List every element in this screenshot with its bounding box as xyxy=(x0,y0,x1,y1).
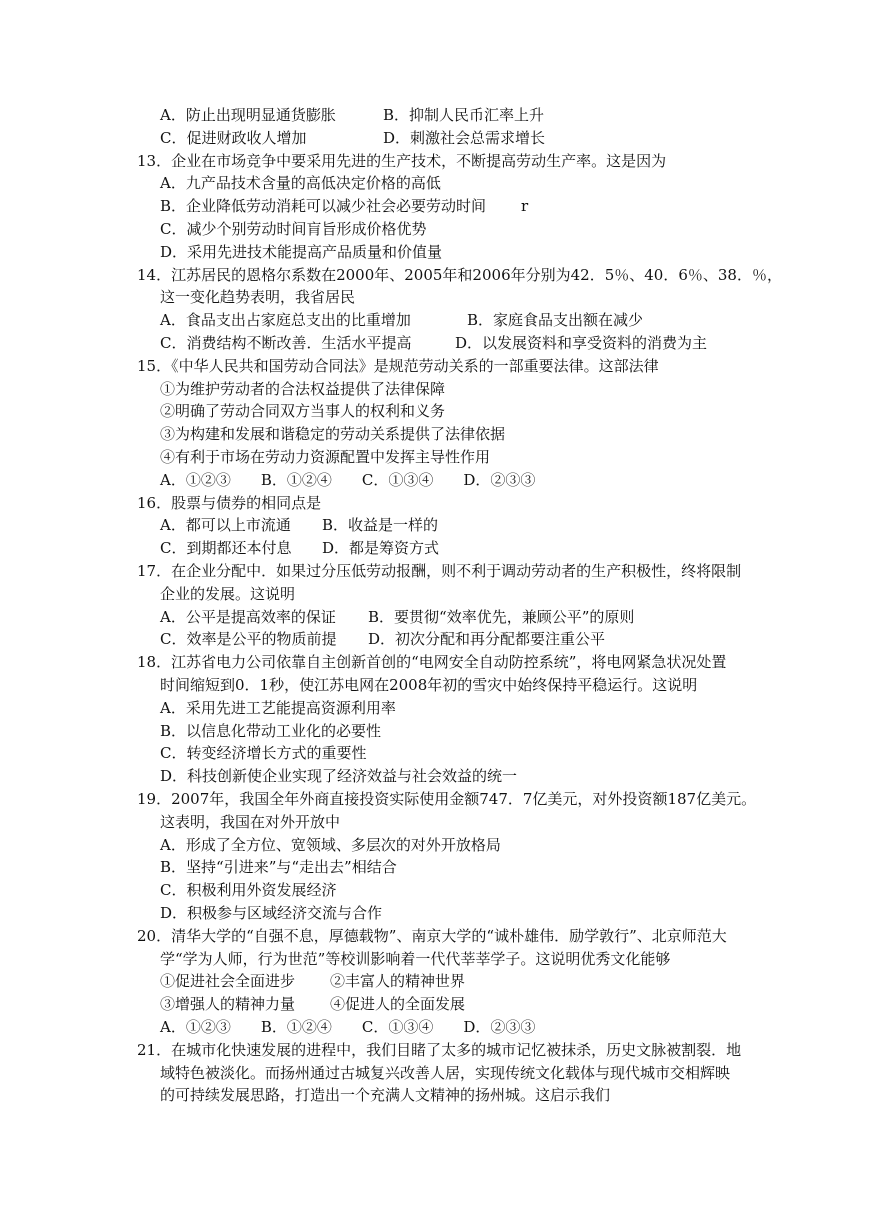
text-line: 19．2007年，我国全年外商直接投资实际使用金额747．7亿美元，对外投资额187亿美元。 xyxy=(137,790,757,808)
text-line: 企业的发展。这说明 xyxy=(160,584,296,603)
text-line-col2: D．初次分配和再分配都要注重公平 xyxy=(368,630,606,649)
text-line-col2: B．抑制人民币汇率上升 xyxy=(383,106,545,124)
text-line: 这一变化趋势表明，我省居民 xyxy=(160,288,356,307)
text-line: D．科技创新使企业实现了经济效益与社会效益的统一 xyxy=(160,767,518,786)
text-line: 这表明，我国在对外开放中 xyxy=(160,812,341,831)
text-line: 13．企业在市场竞争中要采用先进的生产技术，不断提高劳动生产率。这是因为 xyxy=(137,151,667,170)
text-line: A．采用先进工艺能提高资源利用率 xyxy=(160,698,396,717)
text-line-col2: r xyxy=(521,197,529,216)
text-line: A．都可以上市流通 xyxy=(160,516,291,535)
text-line-col2: B．收益是一样的 xyxy=(322,516,439,535)
text-line-col2: ②丰富人的精神世界 xyxy=(330,972,466,991)
text-line: C．减少个别劳动时间肓旨形成价格优势 xyxy=(160,220,427,238)
text-line-col2: D．以发展资料和享受资料的消费为主 xyxy=(455,334,708,352)
text-line: D．采用先进技术能提高产品质量和价值量 xyxy=(160,242,443,261)
text-line: 学“学为人师，行为世范”等校训影响着一代代莘莘学子。这说明优秀文化能够 xyxy=(160,949,671,968)
text-line: C．到期都还本付息 xyxy=(160,539,292,558)
text-line-col2: D．刺激社会总需求增长 xyxy=(383,128,546,147)
text-line: D．积极参与区域经济交流与合作 xyxy=(160,904,383,922)
text-line: 的可持续发展思路，打造出一个充满人文精神的扬州城。这启示我们 xyxy=(160,1086,611,1105)
text-line: C．转变经济增长方式的重要性 xyxy=(160,744,367,763)
text-line: B．以信息化带动工业化的必要性 xyxy=(160,721,382,740)
text-line-col2: B．要贯彻“效率优先，兼顾公平”的原则 xyxy=(368,607,635,626)
text-line: A．九产品技术含量的高低决定价格的高低 xyxy=(160,174,441,193)
text-line-col2: B．家庭食品支出额在减少 xyxy=(467,311,644,330)
text-line: 18．江苏省电力公司依靠自主创新首创的“电网安全自动防控系统”，将电网紧急状况处置 xyxy=(137,653,727,672)
text-line: C．效率是公平的物质前提 xyxy=(160,630,337,649)
text-line: 16．股票与债券的相同点是 xyxy=(137,493,322,512)
text-line: ④有利于市场在劳动力资源配置中发挥主导性作用 xyxy=(160,448,491,466)
text-line: 20．清华大学的“自强不息，厚德载物”、南京大学的“诚朴雄伟．励学敦行”、北京师范大 xyxy=(137,926,727,945)
text-line: 域特色被淡化。而扬州通过古城复兴改善人居，实现传统文化载体与现代城市交相辉映 xyxy=(160,1063,731,1082)
text-line: 15．《中华人民共和国劳动合同法》是规范劳动关系的一部重要法律。这部法律 xyxy=(137,356,659,375)
text-line: A．形成了全方位、宽领域、多层次的对外开放格局 xyxy=(160,835,501,854)
text-line: 14．江苏居民的恩格尔系数在2000年、2005年和2006年分别为42．5％、40．6％、38．％， xyxy=(137,265,782,284)
text-line: 21．在城市化快速发展的进程中，我们目睹了太多的城市记忆被抹杀，历史文脉被割裂．地 xyxy=(137,1040,742,1059)
text-line: ①促进社会全面进步 xyxy=(160,972,296,991)
text-line-col2: D．都是筹资方式 xyxy=(322,539,440,558)
text-line: B．坚持“引进来”与“走出去”相结合 xyxy=(160,858,397,877)
text-line: C．促进财政收人增加 xyxy=(160,128,307,147)
text-line: B．企业降低劳动消耗可以减少社会必要劳动时间 xyxy=(160,197,487,216)
text-line: ①为维护劳动者的合法权益提供了法律保障 xyxy=(160,379,446,398)
text-line: A．公平是提高效率的保证 xyxy=(160,607,336,626)
text-line: ③增强人的精神力量 xyxy=(160,995,296,1014)
text-line: ②明确了劳动合同双方当事人的权利和义务 xyxy=(160,402,446,421)
text-line: A．防止出现明显通货膨胀 xyxy=(160,106,336,124)
text-line-col2: ④促进人的全面发展 xyxy=(330,995,466,1014)
text-line: ③为构建和发展和谐稳定的劳动关系提供了法律依据 xyxy=(160,425,506,444)
text-line: 时间缩短到0．1秒，使江苏电网在2008年初的雪灾中始终保持平稳运行。这说明 xyxy=(160,676,698,694)
text-line: A．食品支出占家庭总支出的比重增加 xyxy=(160,311,411,330)
text-line: 17．在企业分配中．如果过分压低劳动报酬，则不利于调动劳动者的生产积极性，终将限制 xyxy=(137,562,742,580)
text-line: A．①②③ B．①②④ C．①③④ D．②③③ xyxy=(160,470,536,489)
text-line: C．积极利用外资发展经济 xyxy=(160,881,337,900)
text-line: C．消费结构不断改善．生活水平提高 xyxy=(160,334,412,352)
text-line: A．①②③ B．①②④ C．①③④ D．②③③ xyxy=(160,1018,536,1036)
